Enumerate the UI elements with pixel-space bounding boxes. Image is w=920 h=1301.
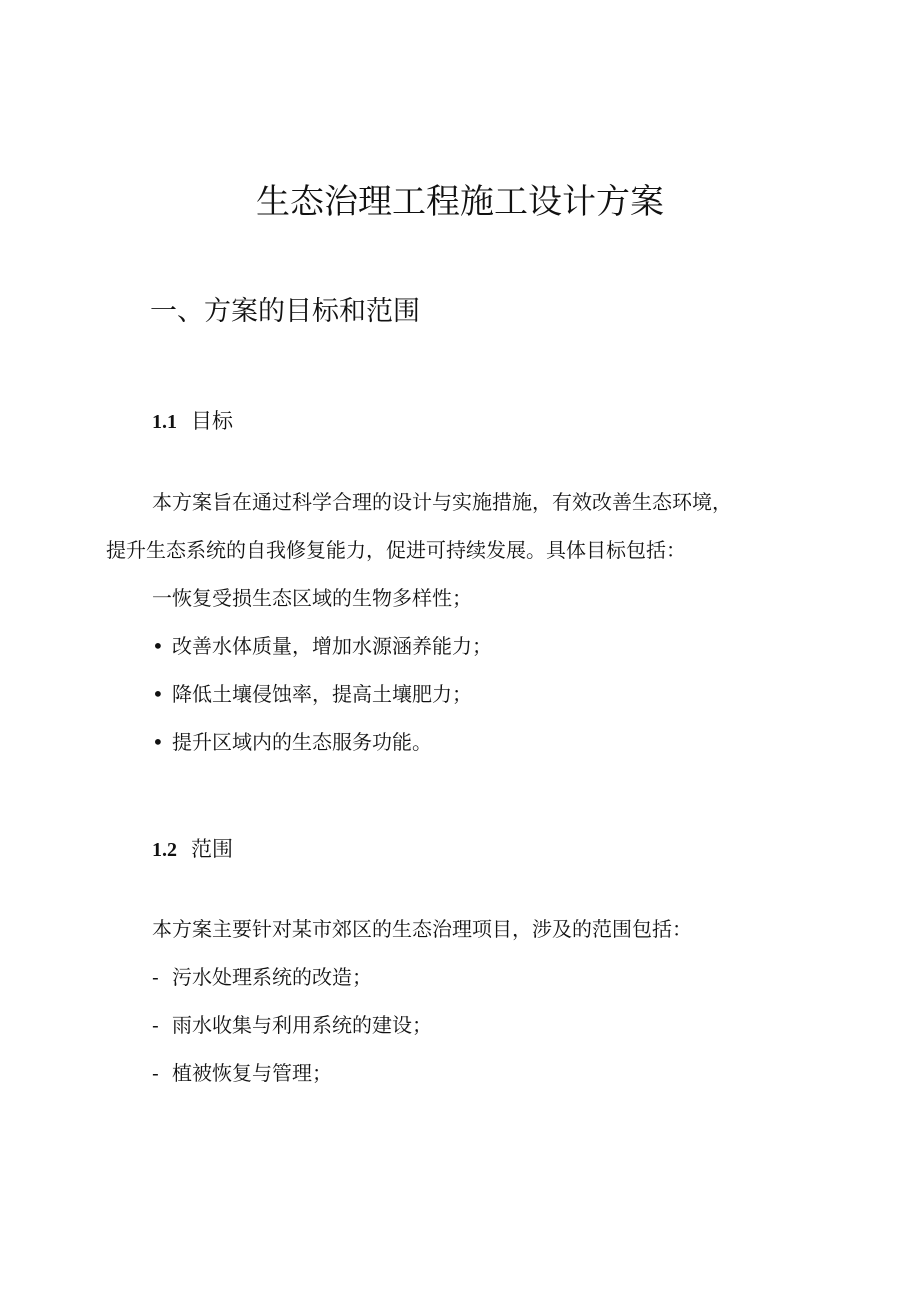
list-item — [152, 962, 372, 992]
dash-marker: - — [152, 965, 159, 989]
subsection-number: 1.2 — [152, 839, 177, 861]
list-item-text: 雨水收集与利用系统的建设； — [172, 1013, 432, 1037]
bullet-marker: • — [152, 730, 164, 754]
list-item — [152, 1010, 432, 1040]
paragraph-line: 本方案旨在通过科学合理的设计与实施措施，有效改善生态环境， — [152, 490, 732, 514]
list-item-text: 降低土壤侵蚀率，提高土壤肥力； — [172, 682, 472, 706]
list-item — [152, 679, 472, 709]
subsection-number: 1.1 — [152, 411, 177, 433]
subsection-title: 目标 — [191, 409, 233, 433]
list-item-text: 污水处理系统的改造； — [172, 965, 372, 989]
paragraph-line: 本方案主要针对某市郊区的生态治理项目，涉及的范围包括： — [152, 917, 692, 941]
list-item-text: 提升区域内的生态服务功能。 — [172, 730, 432, 754]
document-title: 生态治理工程施工设计方案 — [256, 182, 664, 222]
subsection-heading-1-1 — [152, 406, 233, 437]
dash-marker: - — [152, 1013, 159, 1037]
subsection-title: 范围 — [191, 837, 233, 861]
list-item-text: 植被恢复与管理； — [172, 1061, 332, 1085]
bullet-marker: • — [152, 682, 164, 706]
list-item-text: 改善水体质量，增加水源涵养能力； — [172, 634, 492, 658]
section-heading-1: 一、方案的目标和范围 — [150, 296, 420, 327]
subsection-heading-1-2 — [152, 834, 233, 865]
list-item: 一恢复受损生态区域的生物多样性； — [152, 586, 472, 610]
list-item — [152, 1058, 332, 1088]
bullet-marker: • — [152, 634, 164, 658]
list-item — [152, 727, 432, 757]
list-item — [152, 631, 492, 661]
dash-marker: - — [152, 1061, 159, 1085]
paragraph-line: 提升生态系统的自我修复能力，促进可持续发展。具体目标包括： — [106, 538, 686, 562]
